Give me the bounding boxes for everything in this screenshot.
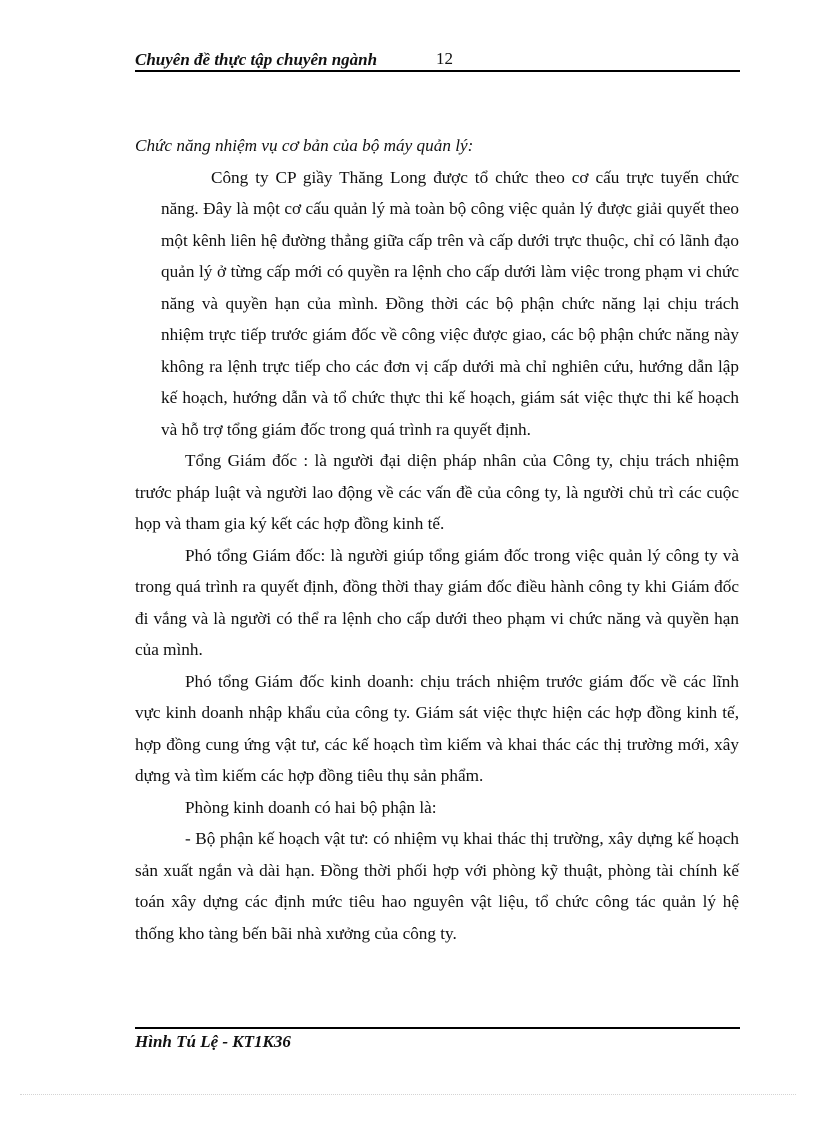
paragraph-business-department: Phòng kinh doanh có hai bộ phận là: — [185, 797, 437, 817]
header-title: Chuyên đề thực tập chuyên ngành — [135, 50, 378, 69]
paragraph-general-director: Tổng Giám đốc : là người đại diện pháp nhân của Công ty, chịu trách nhiệm trước pháp luật và người lao động về các vấn đề của công ty, là người chủ trì các cuộc họp và tham gia ký kết các hợp đồng kinh tế. — [135, 451, 739, 533]
paragraph-deputy-director: Phó tổng Giám đốc: là người giúp tổng giám đốc trong việc quản lý công ty và trong quá trình ra quyết định, đồng thời thay giám đốc điều hành công ty khi Giám đốc đi vắng và là người có thể ra lệnh cho cấp dưới theo phạm vi chức năng và quyền hạn của mình. — [135, 545, 739, 659]
footer-author: Hình Tú Lệ - KT1K36 — [135, 1032, 291, 1051]
paragraph-intro: Công ty CP giầy Thăng Long được tổ chức theo cơ cấu trực tuyến chức năng. Đây là một cơ cấu quản lý mà toàn bộ công việc quản lý được giải quyết theo một kênh liên hệ đường thẳng giữa cấp trên và cấp dưới trực thuộc, chỉ có lãnh đạo quản lý ở từng cấp mới có quyền ra lệnh cho cấp dưới làm việc trong phạm vi chức năng và quyền hạn của mình. Đồng thời các bộ phận chức năng lại chịu trách nhiệm trực tiếp trước giám đốc về công việc được giao, các bộ phận chức năng này không ra lệnh trực tiếp cho các đơn vị cấp dưới mà chỉ nghiên cứu, hướng dẫn lập kế hoạch, hướng dẫn và tổ chức thực thi kế hoạch, giám sát việc thực thi kế hoạch và hỗ trợ tổng giám đốc trong quá trình ra quyết định. — [161, 167, 739, 439]
footer-divider — [135, 1027, 740, 1029]
section-heading: Chức năng nhiệm vụ cơ bản của bộ máy quản lý: — [135, 136, 474, 155]
page-number: 12 — [436, 49, 453, 68]
paragraph-planning-materials: - Bộ phận kế hoạch vật tư: có nhiệm vụ khai thác thị trường, xây dựng kế hoạch sản xuất ngắn và dài hạn. Đồng thời phối hợp với phòng kỹ thuật, phòng tài chính kế toán xây dựng các định mức tiêu hao nguyên vật liệu, tổ chức công tác quản lý hệ thống kho tàng bến bãi nhà xưởng của công ty. — [135, 829, 739, 943]
document-body — [135, 130, 739, 949]
page-edge-dotted-line — [20, 1094, 796, 1095]
paragraph-deputy-business-director: Phó tổng Giám đốc kinh doanh: chịu trách nhiệm trước giám đốc về các lĩnh vực kinh doanh nhập khẩu của công ty. Giám sát việc thực hiện các hợp đồng kinh tế, hợp đồng cung ứng vật tư, các kế hoạch tìm kiếm và khai thác các thị trường mới, xây dựng và tìm kiếm các hợp đồng tiêu thụ sản phẩm. — [135, 671, 739, 785]
page-header — [135, 46, 740, 72]
